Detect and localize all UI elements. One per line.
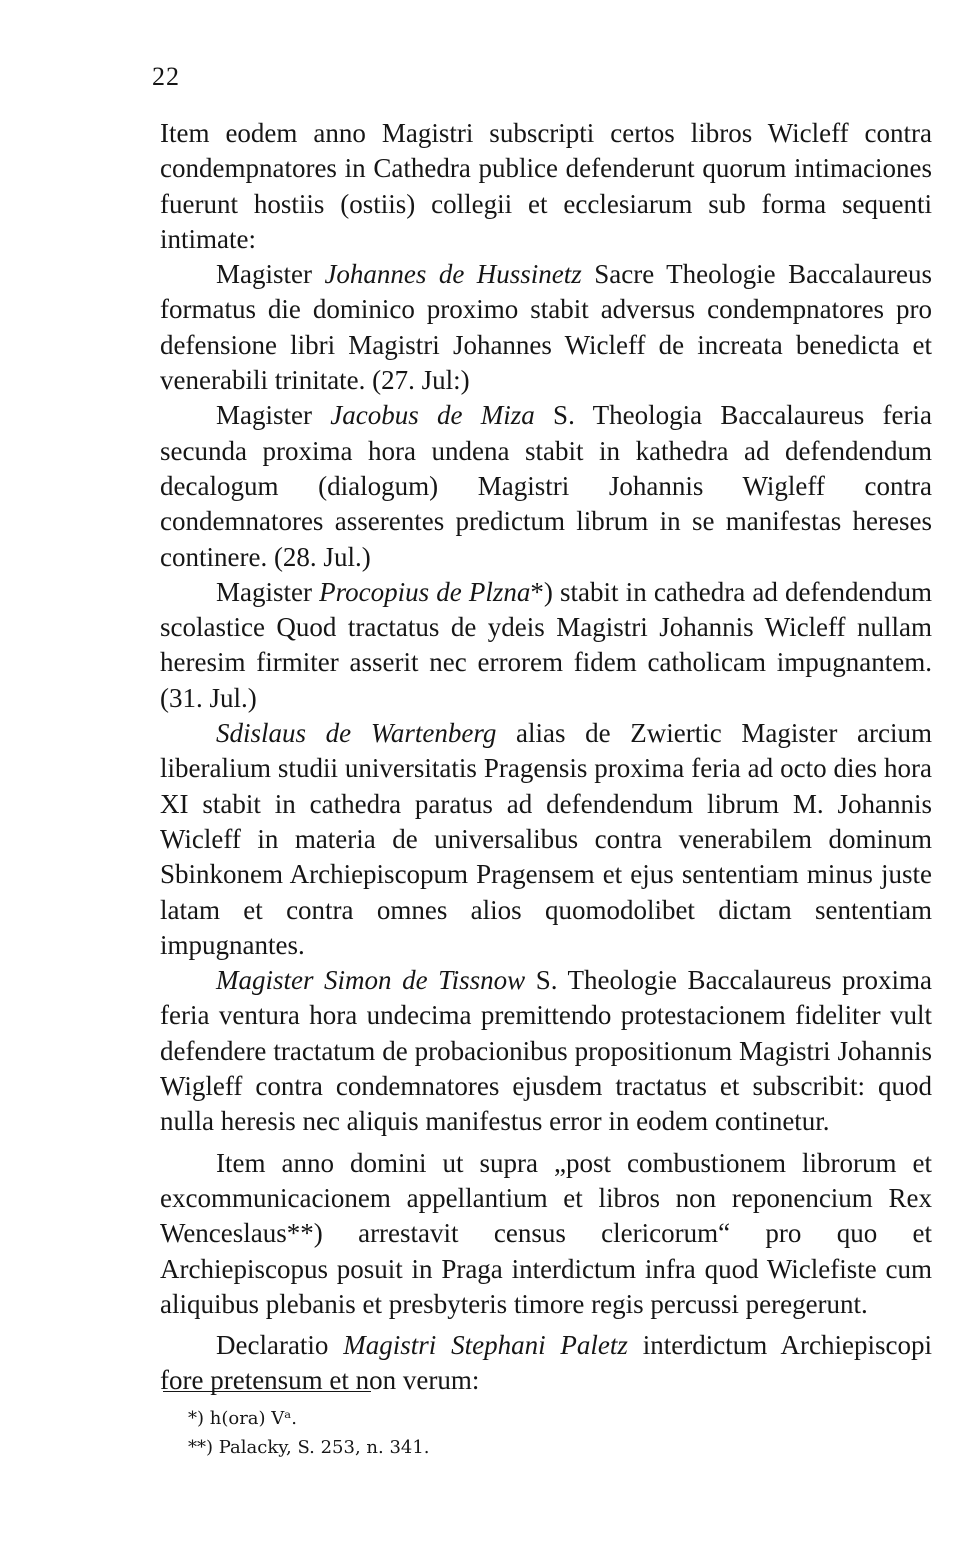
paragraph-procopius xyxy=(160,575,932,716)
body-text xyxy=(160,116,932,1399)
paragraph-text: S. Theologia Baccalaureus feria secunda proxima hora undena stabit in kathedra ad defendendum decalogum (dialogum) Magistri Johannis Wigleff contra condemnatores asserentes predictum librum in se manifestas hereses continere. (28. Jul.) xyxy=(160,400,932,572)
paragraph-text: alias de Zwiertic Magister arcium liberalium studii universitatis Pragensis proxima feria ad octo dies hora XI stabit in cathedra paratus ad defendendum librum M. Johannis Wicleff in materia de universalibus contra venerabilem dominum Sbinkonem Archiepiscopum Pragensem et ejus sententiam minus juste latam et contra omnes alios quomodolibet dictam sententiam impugnantes. xyxy=(160,718,932,960)
paragraph-simon xyxy=(160,963,932,1139)
footnote-2: **) Palacky, S. 253, n. 341. xyxy=(188,1437,430,1458)
footnote-1: *) h(ora) Vᵃ. xyxy=(188,1408,297,1429)
paragraph-text: S. Theologie Baccalaureus proxima feria ventura hora undecima premittendo protestacionem fideliter vult defendere tractatum de probacionibus propositionum Magistri Johannis Wigleff contra condemnatores ejusdem tractatus et subscribit: quod nulla heresis nec aliquis manifestus error in eodem continetur. xyxy=(160,965,932,1137)
paragraph-text: Magister xyxy=(216,259,325,290)
paragraph-text: *) stabit in cathedra ad defendendum scolastice Quod tractatus de ydeis Magistri Johannis Wicleff nullam heresim firmiter asserit nec errorem fidem catholicam impugnantem. (31. Jul.) xyxy=(160,576,932,713)
page-number: 22 xyxy=(152,62,180,91)
italic-name-text: Procopius de Plzna xyxy=(319,576,531,607)
italic-name-text: Jacobus de Miza xyxy=(330,400,535,431)
paragraph-text: Item eodem anno Magistri subscripti certos libros Wicleff contra condempnatores in Cathedra publice defenderunt quorum intimaciones fuerunt hostiis (ostiis) collegii et ecclesiarum sub forma sequenti intimate: xyxy=(160,118,932,254)
paragraph-text: Magister xyxy=(216,576,320,607)
paragraph-jacobus xyxy=(160,398,932,574)
paragraph-text: Sacre Theologie Baccalaureus formatus die dominico proximo stabit adversus condempnatores pro defensione libri Magistri Johannes Wicleff de increata benedicta et venerabili trinitate. (27. Jul:) xyxy=(160,259,933,396)
paragraph-text: Declaratio xyxy=(216,1330,344,1361)
italic-name-text: Johannes de Hussinetz xyxy=(324,259,582,290)
italic-name-text: Magister Simon de Tissnow xyxy=(216,965,526,996)
paragraph-declaratio xyxy=(160,1328,932,1399)
italic-name-text: Sdislaus de Wartenberg xyxy=(216,718,497,749)
italic-name-text: Magistri Stephani Paletz xyxy=(343,1330,628,1361)
paragraph-text: Magister xyxy=(216,400,331,431)
footnotes xyxy=(188,1404,430,1462)
paragraph-wenceslaus xyxy=(160,1146,932,1322)
paragraph-text: Item anno domini ut supra „post combustionem librorum et excommunicacionem appellantium et libros non reponencium Rex Wenceslaus**) arrestavit census clericorum“ pro quo et Archiepiscopus posuit in Praga interdictum infra quod Wiclefiste cum aliquibus plebanis et presbyteris timore regis percussi peregerunt. xyxy=(160,1147,932,1319)
paragraph-sdislaus xyxy=(160,716,932,963)
paragraph-intro xyxy=(160,116,932,257)
footnote-divider xyxy=(163,1391,371,1392)
paragraph-text: interdictum Archiepiscopi fore pretensum et non verum: xyxy=(160,1330,932,1396)
paragraph-hussinetz xyxy=(160,257,932,398)
